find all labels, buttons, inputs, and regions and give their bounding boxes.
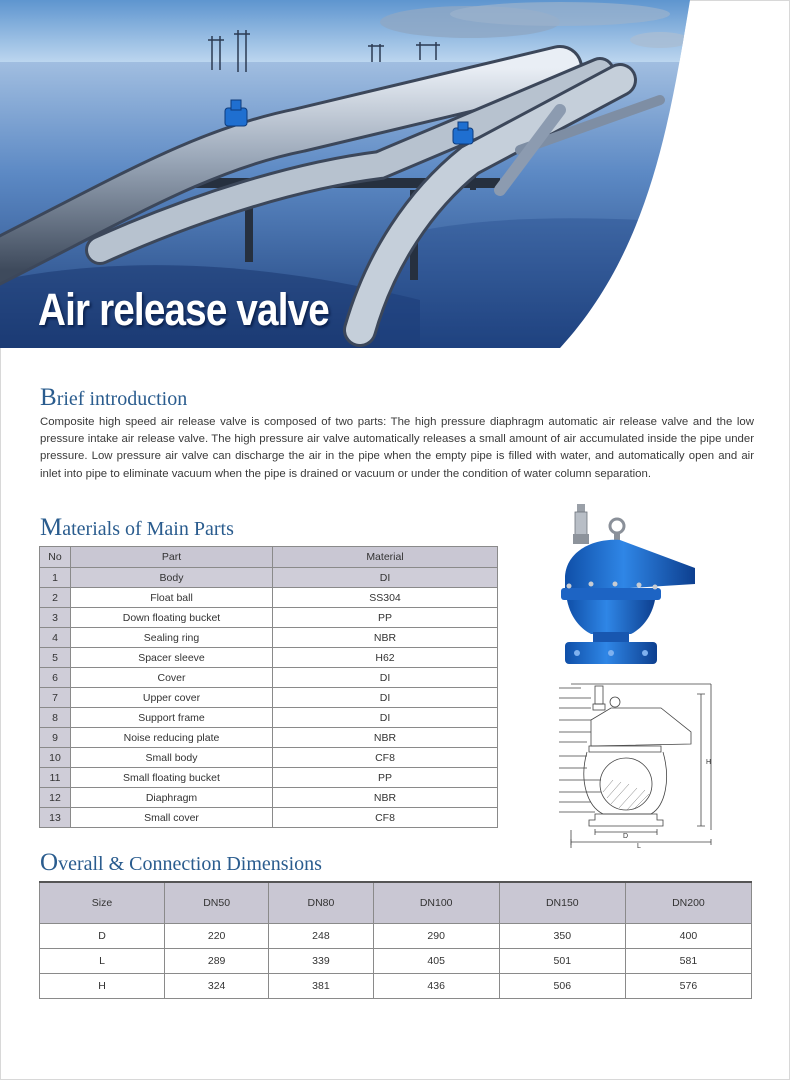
row-material: DI <box>273 668 498 688</box>
row-material: NBR <box>273 788 498 808</box>
row-part: Float ball <box>71 588 273 608</box>
dim-label-d: D <box>623 833 629 840</box>
dimensions-table <box>39 881 752 999</box>
row-label: H <box>40 974 165 999</box>
row-part: Small body <box>71 748 273 768</box>
row-label: D <box>40 924 165 949</box>
cell-value: 506 <box>499 974 625 999</box>
cell-value: 405 <box>373 949 499 974</box>
row-part: Noise reducing plate <box>71 728 273 748</box>
materials-table <box>39 546 498 828</box>
cell-value: 339 <box>269 949 373 974</box>
table-row <box>40 768 498 788</box>
row-material: CF8 <box>273 808 498 828</box>
row-no: 11 <box>40 768 71 788</box>
table-row <box>40 708 498 728</box>
row-no: 5 <box>40 648 71 668</box>
table-row <box>40 568 498 588</box>
dimensions-heading <box>40 849 322 877</box>
row-part: Body <box>71 568 273 588</box>
row-material: DI <box>273 568 498 588</box>
col-header-part: Part <box>71 547 273 568</box>
table-row <box>40 808 498 828</box>
cell-value: 381 <box>269 974 373 999</box>
table-row <box>40 648 498 668</box>
col-header-dn80: DN80 <box>269 882 373 924</box>
row-material: NBR <box>273 628 498 648</box>
cell-value: 501 <box>499 949 625 974</box>
row-material: H62 <box>273 648 498 668</box>
cell-value: 248 <box>269 924 373 949</box>
cell-value: 290 <box>373 924 499 949</box>
materials-heading <box>40 514 234 542</box>
table-row <box>40 974 752 999</box>
col-header-dn150: DN150 <box>499 882 625 924</box>
table-row <box>40 949 752 974</box>
row-no: 12 <box>40 788 71 808</box>
cell-value: 581 <box>625 949 751 974</box>
col-header-dn200: DN200 <box>625 882 751 924</box>
row-part: Spacer sleeve <box>71 648 273 668</box>
cell-value: 350 <box>499 924 625 949</box>
row-part: Small floating bucket <box>71 768 273 788</box>
materials-heading-cap: M <box>40 514 63 541</box>
table-row <box>40 608 498 628</box>
row-part: Support frame <box>71 708 273 728</box>
valve-product-image <box>555 498 705 673</box>
cell-value: 436 <box>373 974 499 999</box>
row-label: L <box>40 949 165 974</box>
row-no: 8 <box>40 708 71 728</box>
cell-value: 576 <box>625 974 751 999</box>
col-header-material: Material <box>273 547 498 568</box>
row-material: PP <box>273 608 498 628</box>
row-no: 10 <box>40 748 71 768</box>
valve-technical-drawing <box>551 680 716 850</box>
dimensions-header-row <box>40 882 752 924</box>
table-row <box>40 924 752 949</box>
row-no: 1 <box>40 568 71 588</box>
row-no: 9 <box>40 728 71 748</box>
row-no: 4 <box>40 628 71 648</box>
table-row <box>40 668 498 688</box>
row-material: SS304 <box>273 588 498 608</box>
table-row <box>40 748 498 768</box>
cell-value: 324 <box>165 974 269 999</box>
row-material: DI <box>273 688 498 708</box>
intro-heading-rest: rief introduction <box>56 388 188 410</box>
dim-label-h: H <box>706 759 712 766</box>
table-row <box>40 628 498 648</box>
row-material: PP <box>273 768 498 788</box>
row-part: Sealing ring <box>71 628 273 648</box>
table-row <box>40 688 498 708</box>
row-material: CF8 <box>273 748 498 768</box>
intro-paragraph: Composite high speed air release valve is composed of two parts: The high pressure diaphragm automatic air release valve and the low pressure intake air release valve. The high pressure air valve automatically releases a small amount of air accumulated inside the pipe under pressure. Low pressure air valve can discharge the air in the pipe when the empty pipe is filled with water, and automatically open and air inlet into pipe to eliminate vacuum when the pipe is drained or vacuum or under the condition of water column separation. <box>40 416 754 480</box>
row-part: Cover <box>71 668 273 688</box>
row-material: NBR <box>273 728 498 748</box>
row-no: 2 <box>40 588 71 608</box>
intro-heading <box>40 384 187 412</box>
cell-value: 289 <box>165 949 269 974</box>
table-row <box>40 788 498 808</box>
dim-label-l: L <box>637 843 641 850</box>
row-no: 3 <box>40 608 71 628</box>
materials-header-row <box>40 547 498 568</box>
row-part: Upper cover <box>71 688 273 708</box>
table-row <box>40 728 498 748</box>
table-row <box>40 588 498 608</box>
row-part: Down floating bucket <box>71 608 273 628</box>
hero-title: Air release valve <box>38 284 329 335</box>
row-material: DI <box>273 708 498 728</box>
dimensions-heading-cap: O <box>40 849 59 876</box>
materials-heading-rest: aterials of Main Parts <box>62 518 234 540</box>
col-header-dn100: DN100 <box>373 882 499 924</box>
cell-value: 220 <box>165 924 269 949</box>
row-part: Small cover <box>71 808 273 828</box>
intro-heading-cap: B <box>40 384 57 411</box>
col-header-size: Size <box>40 882 165 924</box>
row-part: Diaphragm <box>71 788 273 808</box>
col-header-dn50: DN50 <box>165 882 269 924</box>
row-no: 13 <box>40 808 71 828</box>
cell-value: 400 <box>625 924 751 949</box>
row-no: 7 <box>40 688 71 708</box>
hero-banner <box>0 0 790 348</box>
dimensions-heading-rest: verall & Connection Dimensions <box>58 853 322 875</box>
col-header-no: No <box>40 547 71 568</box>
row-no: 6 <box>40 668 71 688</box>
